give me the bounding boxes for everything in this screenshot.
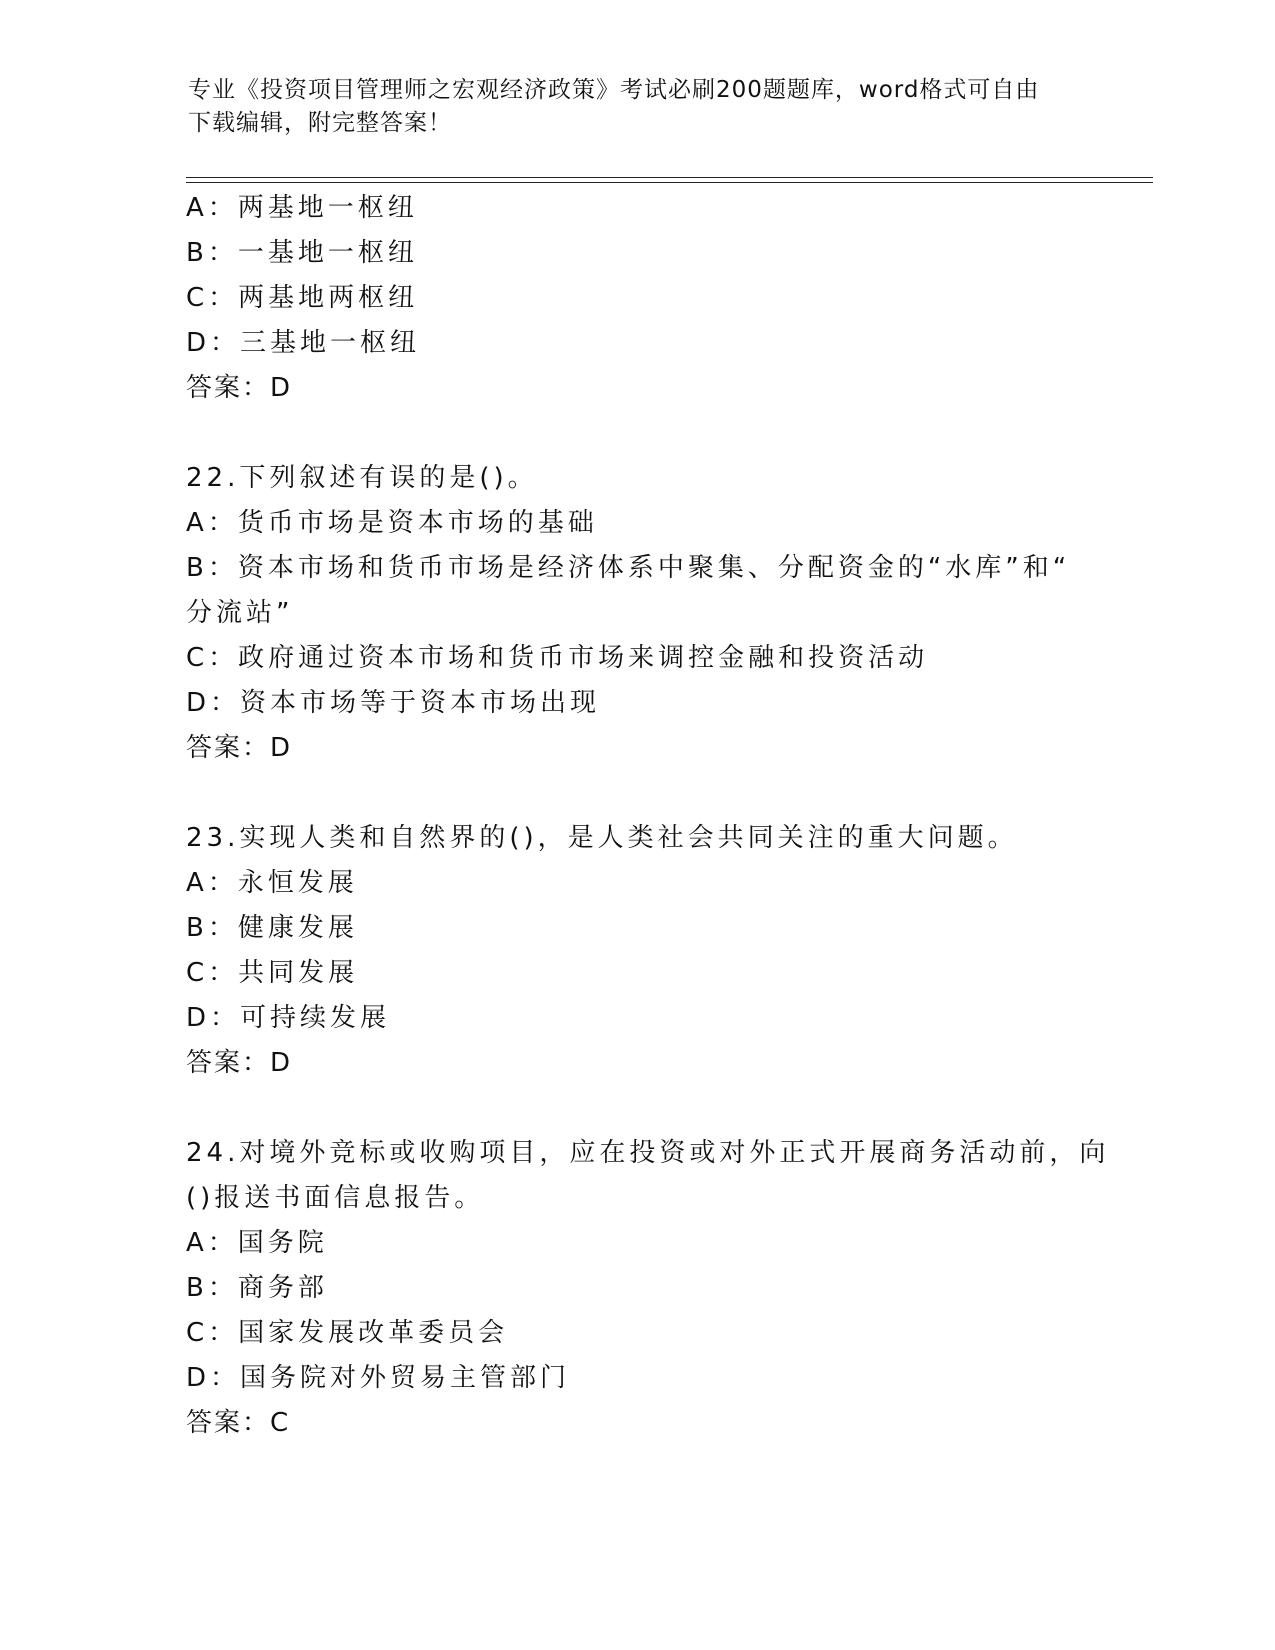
- q21-option-a: A：两基地一枢纽: [186, 193, 418, 223]
- q23-option-c: C：共同发展: [186, 958, 359, 988]
- q21-answer: 答案：D: [186, 373, 293, 403]
- q23-stem: 23.实现人类和自然界的()，是人类社会共同关注的重大问题。: [186, 823, 1018, 853]
- q23-answer: 答案：D: [186, 1048, 293, 1078]
- q23-option-b: B：健康发展: [186, 913, 358, 943]
- header-divider-top: [186, 177, 1153, 178]
- q23-option-d: D：可持续发展: [186, 1003, 391, 1033]
- q22-option-b-line-2: 分流站”: [186, 598, 294, 628]
- q24-answer: 答案：C: [186, 1408, 291, 1438]
- q24-option-b: B：商务部: [186, 1273, 328, 1303]
- q24-option-a: A：国务院: [186, 1228, 328, 1258]
- q21-option-d: D：三基地一枢纽: [186, 328, 421, 358]
- q21-option-b: B：一基地一枢纽: [186, 238, 418, 268]
- header-divider-bottom: [186, 182, 1153, 183]
- q22-option-c: C：政府通过资本市场和货币市场来调控金融和投资活动: [186, 643, 929, 673]
- q22-option-d: D：资本市场等于资本市场出现: [186, 688, 601, 718]
- q22-answer: 答案：D: [186, 733, 293, 763]
- document-header: [188, 74, 1068, 140]
- header-line-2: 下载编辑，附完整答案！: [188, 110, 452, 136]
- q24-option-c: C：国家发展改革委员会: [186, 1318, 509, 1348]
- q24-stem-line-1: 24.对境外竞标或收购项目，应在投资或对外正式开展商务活动前，向: [186, 1138, 1110, 1168]
- q22-option-a: A：货币市场是资本市场的基础: [186, 508, 598, 538]
- q21-option-c: C：两基地两枢纽: [186, 283, 419, 313]
- header-line-1: 专业《投资项目管理师之宏观经济政策》考试必刷200题题库，word格式可自由: [188, 77, 1040, 103]
- q22-option-b-line-1: B：资本市场和货币市场是经济体系中聚集、分配资金的“水库”和“: [186, 553, 1071, 583]
- q24-stem-line-2: ()报送书面信息报告。: [186, 1183, 485, 1213]
- q22-stem: 22.下列叙述有误的是()。: [186, 463, 538, 493]
- q24-option-d: D：国务院对外贸易主管部门: [186, 1363, 571, 1393]
- q23-option-a: A：永恒发展: [186, 868, 358, 898]
